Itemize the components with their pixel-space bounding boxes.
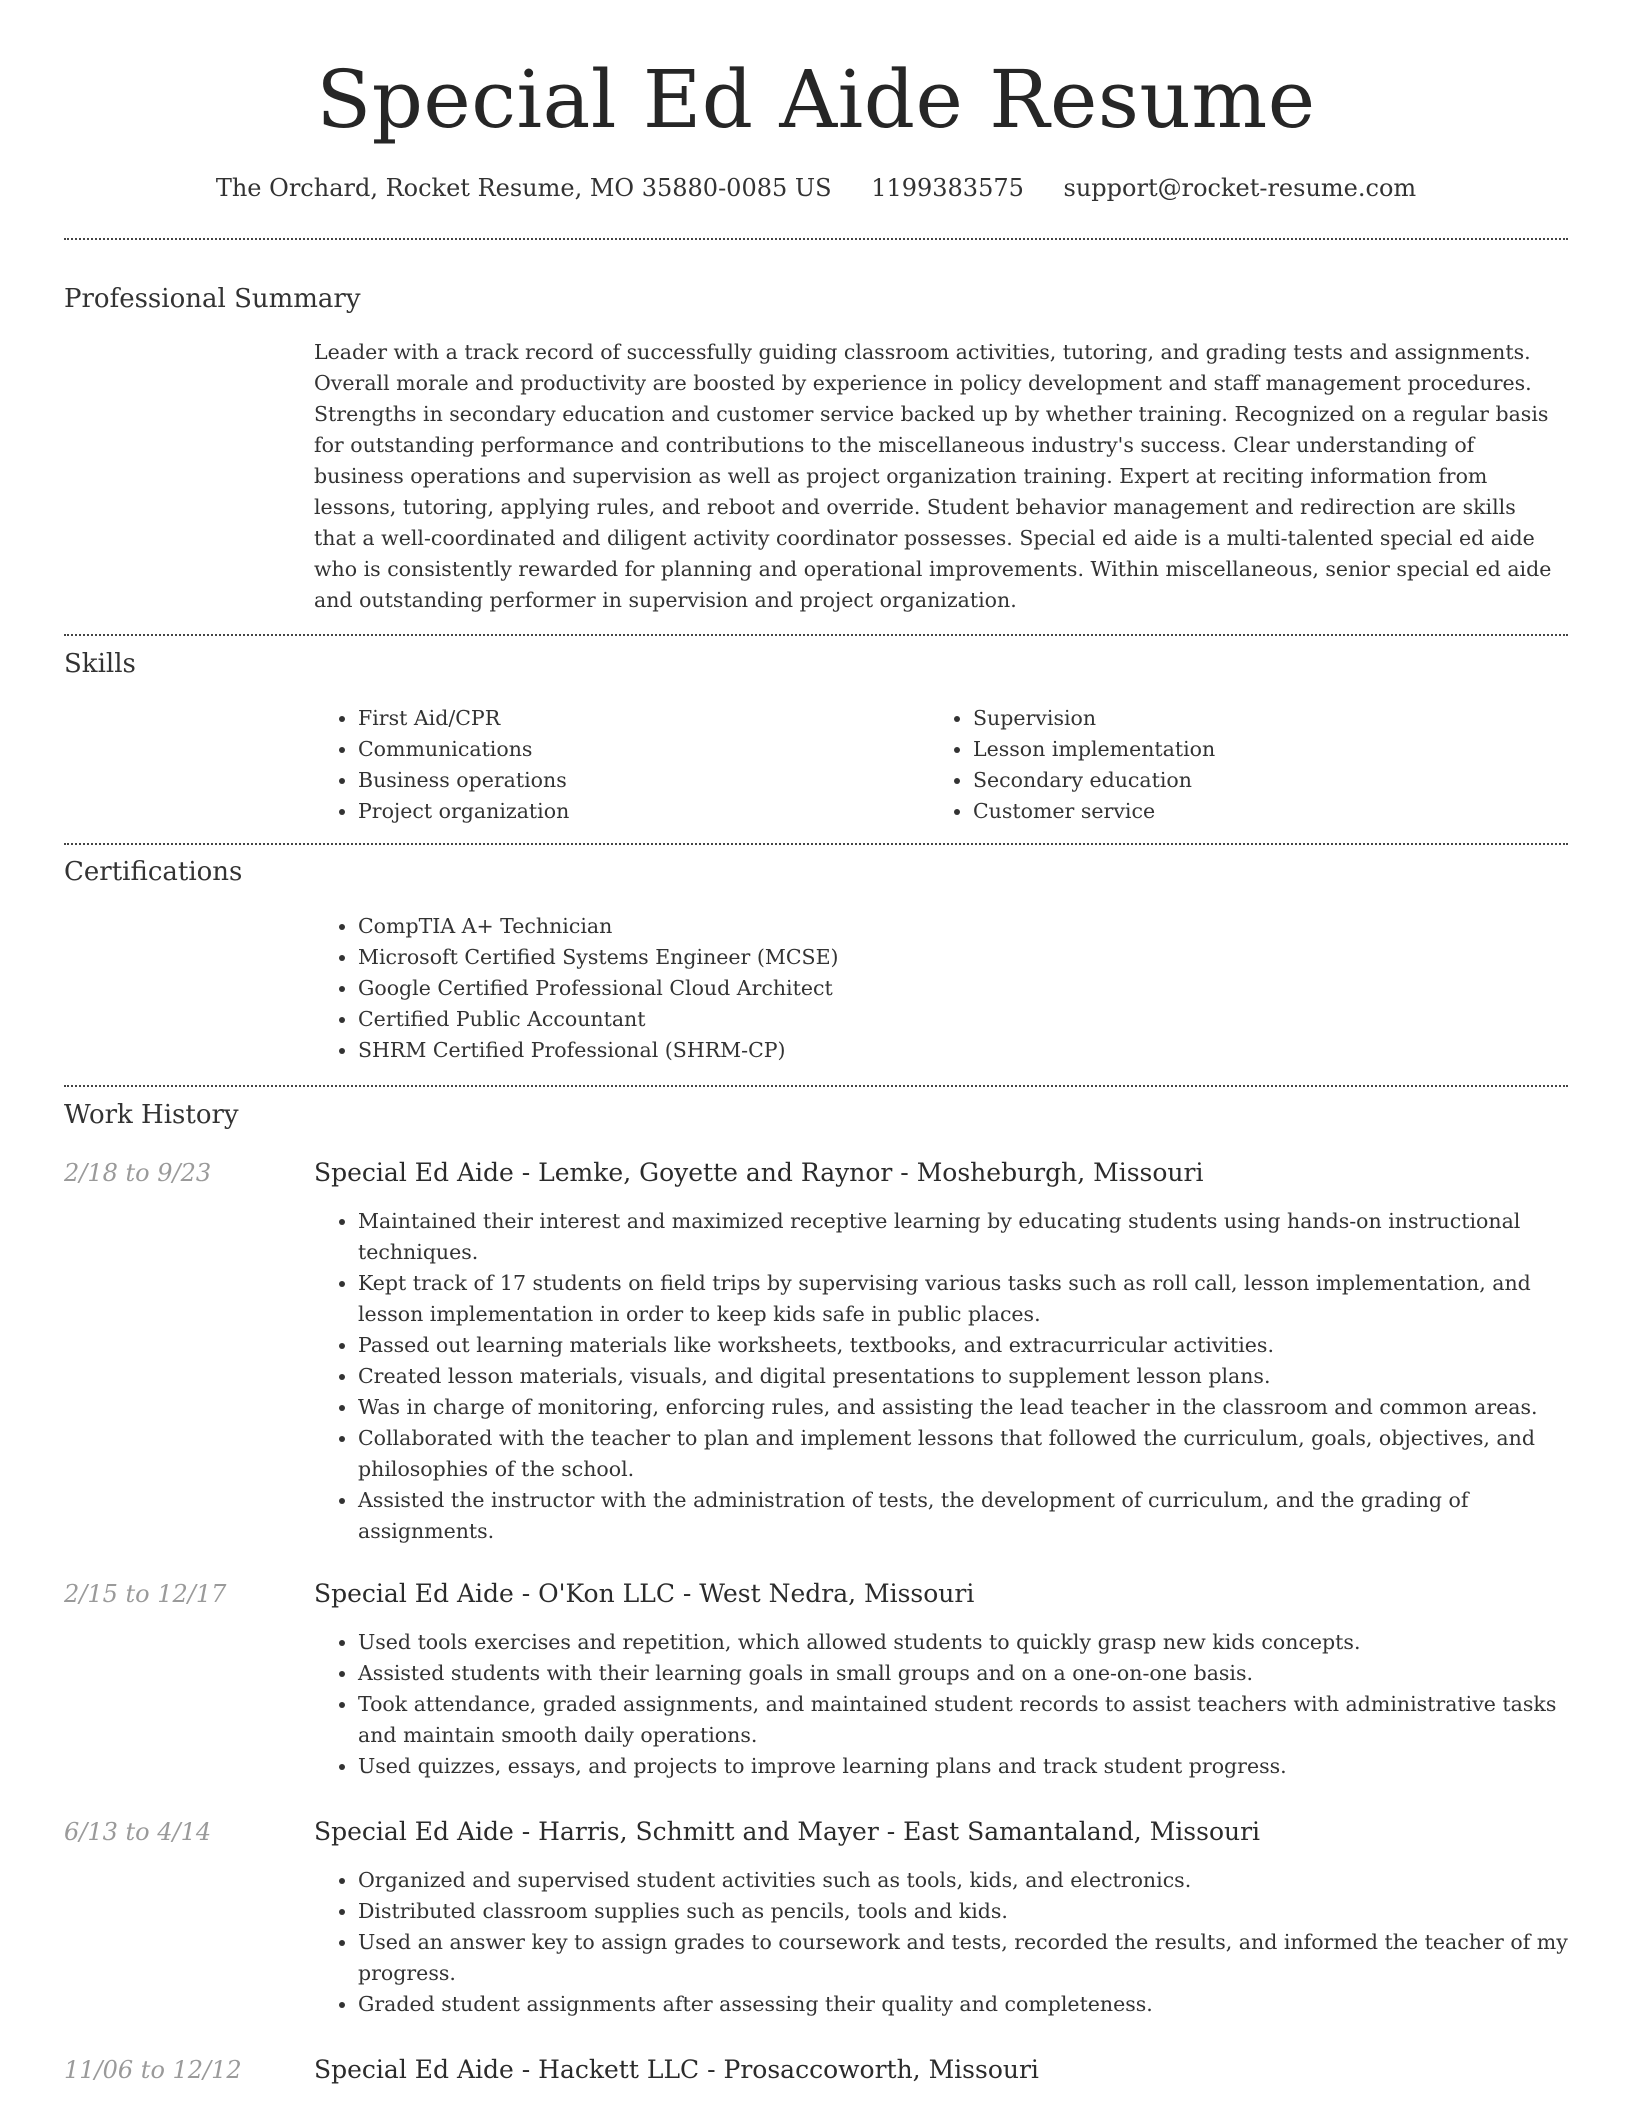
skill-item: • Customer service (973, 796, 1529, 827)
summary-heading: Professional Summary (64, 284, 361, 314)
job-bullet: • Distributed classroom supplies such as pencils, tools and kids. (358, 1896, 1568, 1927)
job-bullet: • Assisted students with their learning goals in small groups and on a one-on-one basis. (358, 1658, 1568, 1689)
job-dates: 11/06 to 12/12 (64, 2056, 242, 2084)
divider (64, 843, 1568, 845)
certification-item: • CompTIA A+ Technician (358, 911, 1214, 942)
job-bullet: • Took attendance, graded assignments, and maintained student records to assist teachers with administrative tasks and maintain smooth daily operations. (358, 1689, 1568, 1751)
contact-email: support@rocket-resume.com (1063, 174, 1417, 202)
certification-item: • Certified Public Accountant (358, 1004, 1214, 1035)
job-bullets (314, 1865, 1568, 2020)
job-bullet: • Kept track of 17 students on field trips by supervising various tasks such as roll call, lesson implementation, and lesson implementation in order to keep kids safe in public places. (358, 1268, 1568, 1330)
job-bullet: • Was in charge of monitoring, enforcing rules, and assisting the lead teacher in the classroom and common areas. (358, 1392, 1568, 1423)
job-title: Special Ed Aide - Hackett LLC - Prosaccoworth, Missouri (314, 2055, 1039, 2084)
job-title: Special Ed Aide - Harris, Schmitt and Mayer - East Samantaland, Missouri (314, 1817, 1261, 1846)
skills-heading: Skills (64, 649, 136, 679)
job-dates: 2/15 to 12/17 (64, 1580, 227, 1608)
job-bullet: • Assisted the instructor with the administration of tests, the development of curriculum, and the grading of assignments. (358, 1485, 1568, 1547)
work-history-heading: Work History (64, 1100, 239, 1130)
summary-text: Leader with a track record of successfully guiding classroom activities, tutoring, and grading tests and assignments. Overall morale and productivity are boosted by experience in policy development and staff management procedures. Strengths in secondary education and customer service backed up by whether training. Recognized on a regular basis for outstanding performance and contributions to the miscellaneous industry's success. Clear understanding of business operations and supervision as well as project organization training. Expert at reciting information from lessons, tutoring, applying rules, and reboot and override. Student behavior management and redirection are skills that a well-coordinated and diligent activity coordinator possesses. Special ed aide is a multi-talented special ed aide who is consistently rewarded for planning and operational improvements. Within miscellaneous, senior special ed aide and outstanding performer in supervision and project organization. (314, 340, 1552, 612)
divider (64, 634, 1568, 636)
certification-item: • SHRM Certified Professional (SHRM-CP) (358, 1035, 1214, 1066)
contact-line (0, 170, 1632, 206)
resume-title: Special Ed Aide Resume (316, 53, 1316, 146)
job-bullet: • Collaborated with the teacher to plan and implement lessons that followed the curriculum, goals, objectives, and philosophies of the school. (358, 1423, 1568, 1485)
contact-address: The Orchard, Rocket Resume, MO 35880-0085 US (215, 174, 832, 202)
job-bullet: • Used tools exercises and repetition, which allowed students to quickly grasp new kids concepts. (358, 1627, 1568, 1658)
skills-list-right (929, 703, 1529, 827)
skill-item: • Lesson implementation (973, 734, 1529, 765)
job-bullets (314, 1206, 1568, 1547)
skills-list-left (314, 703, 914, 827)
job-dates: 2/18 to 9/23 (64, 1159, 212, 1187)
skill-item: • First Aid/CPR (358, 703, 914, 734)
skill-item: • Project organization (358, 796, 914, 827)
certification-item: • Microsoft Certified Systems Engineer (MCSE) (358, 942, 1214, 973)
divider (64, 1085, 1568, 1087)
skill-item: • Supervision (973, 703, 1529, 734)
job-bullet: • Graded student assignments after assessing their quality and completeness. (358, 1989, 1568, 2020)
job-title: Special Ed Aide - Lemke, Goyette and Raynor - Mosheburgh, Missouri (314, 1158, 1204, 1187)
certification-item: • Google Certified Professional Cloud Architect (358, 973, 1214, 1004)
skill-item: • Business operations (358, 765, 914, 796)
job-dates: 6/13 to 4/14 (64, 1818, 212, 1846)
contact-phone: 1199383575 (871, 174, 1024, 202)
job-title: Special Ed Aide - O'Kon LLC - West Nedra, Missouri (314, 1579, 975, 1608)
job-bullet: • Created lesson materials, visuals, and digital presentations to supplement lesson plans. (358, 1361, 1568, 1392)
skill-item: • Secondary education (973, 765, 1529, 796)
skill-item: • Communications (358, 734, 914, 765)
job-bullet: • Organized and supervised student activities such as tools, kids, and electronics. (358, 1865, 1568, 1896)
job-bullet: • Maintained their interest and maximized receptive learning by educating students using hands-on instructional techniques. (358, 1206, 1568, 1268)
job-bullet: • Used quizzes, essays, and projects to improve learning plans and track student progress. (358, 1751, 1568, 1782)
divider (64, 238, 1568, 240)
job-bullets (314, 1627, 1568, 1782)
job-bullet: • Used an answer key to assign grades to coursework and tests, recorded the results, and informed the teacher of my progress. (358, 1927, 1568, 1989)
certifications-list (314, 911, 1214, 1066)
certifications-heading: Certifications (64, 857, 243, 887)
job-bullet: • Passed out learning materials like worksheets, textbooks, and extracurricular activities. (358, 1330, 1568, 1361)
